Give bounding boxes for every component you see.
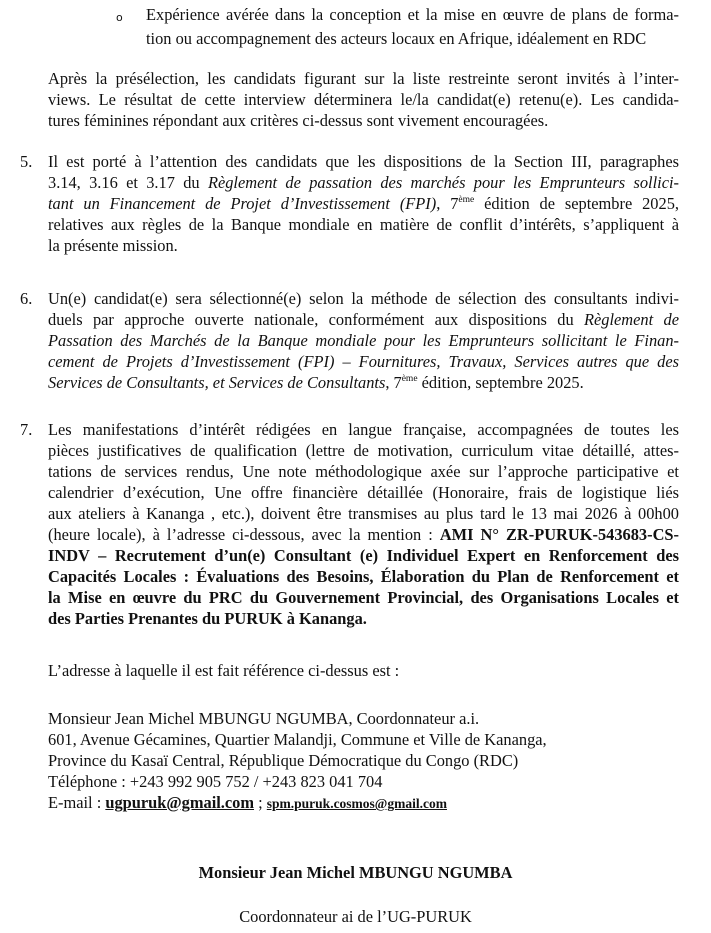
item-6-line-2: duels par approche ouverte nationale, conformément aux dispositions du Règlement de: [48, 310, 679, 329]
item-5-line-3: tant un Financement de Projet d’Investissement (FPI), 7ème édition de septembre 2025,: [48, 194, 679, 213]
item-7-line-7: INDV – Recrutement d’un(e) Consultant (e) Individuel Expert en Renforcement des: [48, 546, 679, 565]
item-6-number: 6.: [20, 289, 33, 308]
phone-line: Téléphone : +243 992 905 752 / +243 823 041 704: [48, 772, 383, 791]
email-line: [48, 792, 447, 814]
item-7-line-4: calendrier d’exécution, Une offre financière détaillée (Honoraire, frais de logistique liés: [48, 483, 679, 502]
item-7-number: 7.: [20, 420, 33, 439]
item-6-line-1: Un(e) candidat(e) sera sélectionné(e) selon la méthode de sélection des consultants indivi-: [48, 289, 679, 308]
item-6-line-4: cement de Projets d’Investissement (FPI) – Fournitures, Travaux, Services autres que des: [48, 352, 679, 371]
email-link-spm-puruk[interactable]: spm.puruk.cosmos@gmail.com: [266, 796, 447, 811]
item-5-line-5: la présente mission.: [48, 236, 178, 255]
email-separator: ;: [254, 793, 267, 812]
shortlist-paragraph-line-2: views. Le résultat de cette interview déterminera le/la candidat(e) retenu(e). Les candida-: [48, 90, 679, 109]
item-7-line-10: des Parties Prenantes du PURUK à Kananga.: [48, 609, 367, 628]
item-5-line-1: Il est porté à l’attention des candidats que les dispositions de la Section III, paragraphes: [48, 152, 679, 171]
bullet-text-line-1: Expérience avérée dans la conception et la mise en œuvre de plans de forma-: [146, 5, 679, 24]
address-line-2: 601, Avenue Gécamines, Quartier Malandji, Commune et Ville de Kananga,: [48, 730, 547, 749]
item-5-line-2: 3.14, 3.16 et 3.17 du Règlement de passation des marchés pour les Emprunteurs sollici-: [48, 173, 679, 192]
item-6-line-5: Services de Consultants, et Services de Consultants, 7ème édition, septembre 2025.: [48, 373, 584, 392]
address-line-3: Province du Kasaï Central, République Démocratique du Congo (RDC): [48, 751, 519, 770]
item-7-line-1: Les manifestations d’intérêt rédigées en langue française, accompagnées de toutes les: [48, 420, 679, 439]
address-line-1: Monsieur Jean Michel MBUNGU NGUMBA, Coordonnateur a.i.: [48, 709, 480, 728]
item-6-line-3: Passation des Marchés de la Banque mondiale pour les Emprunteurs sollicitant le Finan-: [48, 331, 679, 350]
bullet-marker: o: [116, 11, 123, 24]
item-7-line-6: (heure locale), à l’adresse ci-dessous, avec la mention : AMI N° ZR-PURUK-543683-CS-: [48, 525, 679, 544]
shortlist-paragraph-line-3: tures féminines répondant aux critères ci-dessus sont vivement encouragées.: [48, 111, 549, 130]
item-5-number: 5.: [20, 152, 33, 171]
bullet-text-line-2: tion ou accompagnement des acteurs locaux en Afrique, idéalement en RDC: [146, 29, 647, 48]
signature-title: Coordonnateur ai de l’UG-PURUK: [239, 907, 472, 926]
email-link-ugpuruk[interactable]: ugpuruk@gmail.com: [105, 793, 255, 812]
address-intro: L’adresse à laquelle il est fait référence ci-dessus est :: [48, 661, 400, 680]
item-7-line-2: pièces justificatives de qualification (lettre de motivation, curriculum vitae détaillé, attes-: [48, 441, 679, 460]
item-7-line-8: Capacités Locales : Évaluations des Besoins, Élaboration du Plan de Renforcement et: [48, 567, 679, 586]
signature-name: Monsieur Jean Michel MBUNGU NGUMBA: [198, 863, 513, 882]
shortlist-paragraph-line-1: Après la présélection, les candidats figurant sur la liste restreinte seront invités à l’inter-: [48, 69, 679, 88]
item-7-line-5: aux ateliers à Kananga , etc.), doivent être transmises au plus tard le 13 mai 2026 à 00h00: [48, 504, 679, 523]
item-7-line-3: tations de services rendus, Une note méthodologique axée sur l’approche participative et: [48, 462, 679, 481]
item-5-line-4: relatives aux règles de la Banque mondiale en matière de conflit d’intérêts, s’appliquent à: [48, 215, 679, 234]
item-7-line-9: la Mise en œuvre du PRC du Gouvernement Provincial, des Organisations Locales et: [48, 588, 679, 607]
email-label: E-mail :: [48, 793, 106, 812]
